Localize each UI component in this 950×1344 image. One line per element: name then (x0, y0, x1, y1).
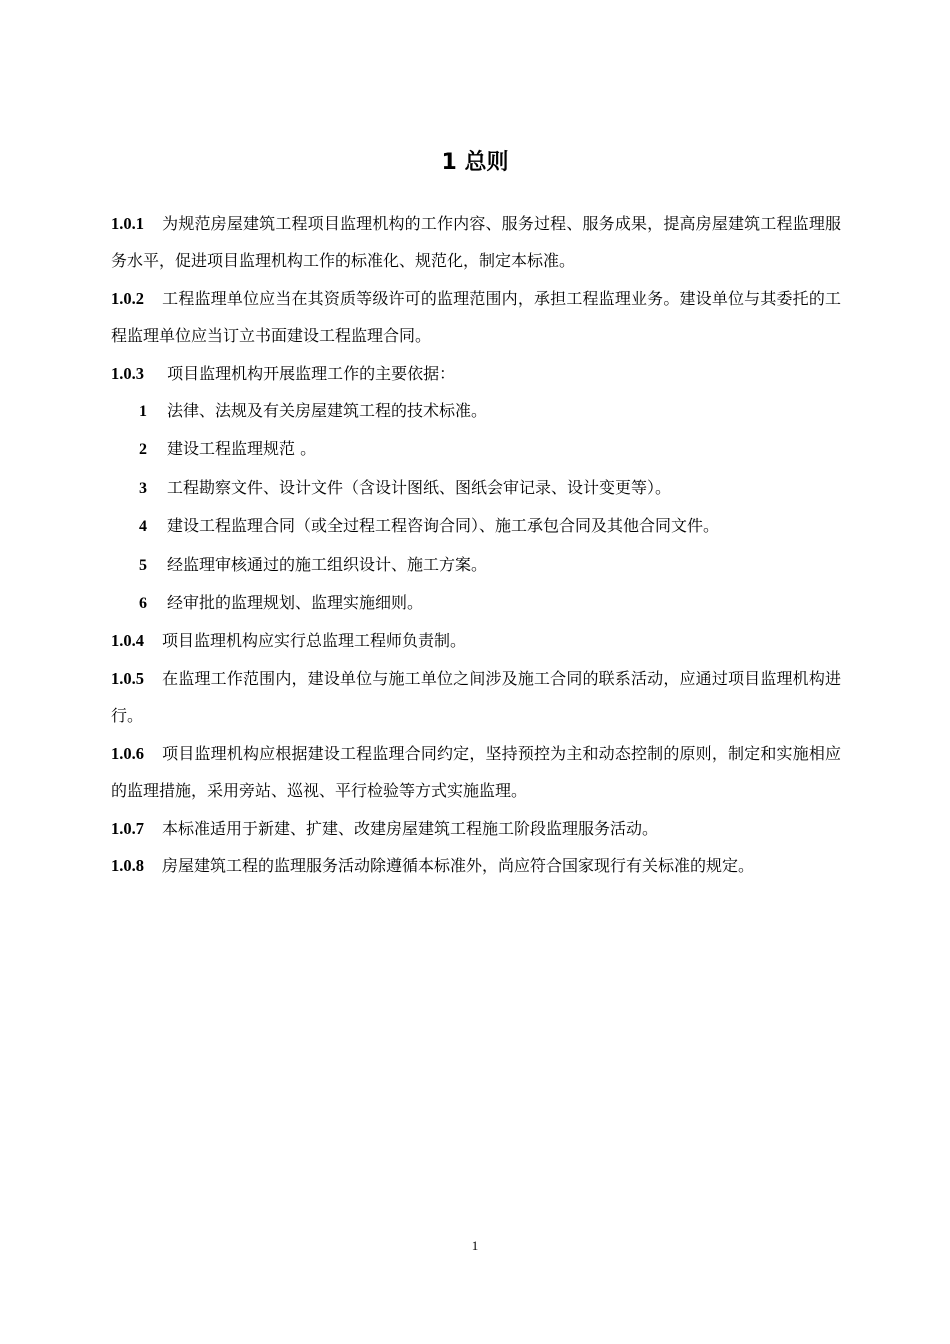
clause-text: 工程监理单位应当在其资质等级许可的监理范围内，承担工程监理业务。建设单位与其委托的工程监理单位应当订立书面建设工程监理合同。 (111, 288, 841, 346)
basis-item-5 (111, 546, 841, 584)
item-text: 经监理审核通过的施工组织设计、施工方案。 (167, 554, 488, 574)
clause-text: 在监理工作范围内，建设单位与施工单位之间涉及施工合同的联系活动，应通过项目监理机构进行。 (111, 668, 841, 726)
clause-text: 项目监理机构应实行总监理工程师负责制。 (162, 631, 467, 651)
clause-1-0-1 (111, 205, 841, 280)
clause-number: 1.0.2 (111, 288, 144, 308)
item-number: 5 (139, 556, 147, 574)
page-number: 1 (471, 1238, 479, 1253)
basis-item-4 (111, 507, 841, 545)
clause-text: 本标准适用于新建、扩建、改建房屋建筑工程施工阶段监理服务活动。 (162, 818, 659, 838)
item-text: 建设工程监理规范 。 (167, 439, 317, 459)
clause-number: 1.0.3 (111, 363, 144, 383)
clause-text: 为规范房屋建筑工程项目监理机构的工作内容、服务过程、服务成果，提高房屋建筑工程监理服务水平，促进项目监理机构工作的标准化、规范化，制定本标准。 (111, 214, 841, 271)
clause-1-0-2 (111, 280, 841, 355)
clause-1-0-3 (111, 355, 841, 392)
clause-text: 项目监理机构应根据建设工程监理合同约定，坚持预控为主和动态控制的原则，制定和实施相应的监理措施，采用旁站、巡视、平行检验等方式实施监理。 (111, 743, 841, 801)
item-number: 2 (139, 441, 147, 459)
clause-text: 项目监理机构开展监理工作的主要依据： (162, 363, 456, 383)
clause-number: 1.0.5 (111, 668, 144, 688)
basis-item-3 (111, 469, 841, 507)
clause-1-0-4 (111, 622, 841, 659)
item-number: 4 (139, 518, 147, 536)
clause-number: 1.0.1 (111, 214, 144, 233)
clause-1-0-8 (111, 847, 841, 884)
item-text: 法律、法规及有关房屋建筑工程的技术标准。 (167, 401, 488, 421)
basis-item-6 (111, 584, 841, 622)
item-number: 6 (139, 595, 147, 613)
chapter-title: 1 总则 (441, 150, 509, 175)
basis-item-2 (111, 430, 841, 468)
item-text: 经审批的监理规划、监理实施细则。 (167, 593, 424, 613)
item-number: 1 (139, 403, 147, 421)
clause-number: 1.0.7 (111, 818, 144, 838)
clause-number: 1.0.4 (111, 631, 144, 651)
item-text: 建设工程监理合同（或全过程工程咨询合同）、施工承包合同及其他合同文件。 (167, 516, 720, 536)
clause-number: 1.0.8 (111, 855, 144, 875)
clause-number: 1.0.6 (111, 743, 144, 763)
document-body (111, 205, 841, 884)
clause-text: 房屋建筑工程的监理服务活动除遵循本标准外，尚应符合国家现行有关标准的规定。 (162, 855, 755, 875)
item-number: 3 (139, 479, 147, 497)
basis-item-1 (111, 392, 841, 430)
item-text: 工程勘察文件、设计文件（含设计图纸、图纸会审记录、设计变更等）。 (167, 477, 672, 497)
clause-1-0-7 (111, 810, 841, 847)
clause-1-0-5 (111, 660, 841, 735)
clause-1-0-6 (111, 735, 841, 810)
